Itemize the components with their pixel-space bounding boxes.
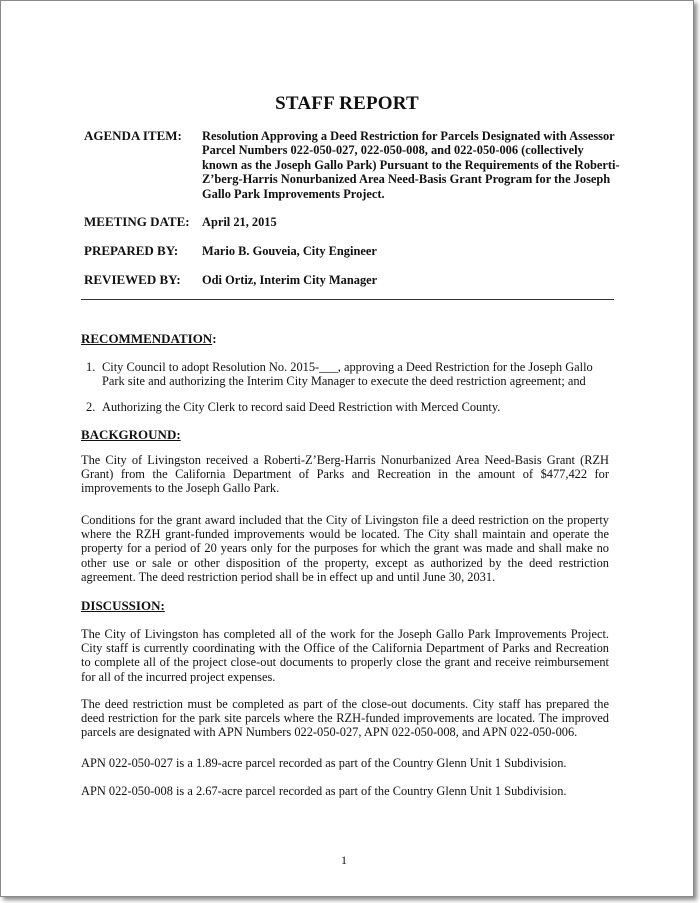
agenda-item-value: Resolution Approving a Deed Restriction for Parcels Designated with Assessor Parcel Numbers 022-050-027, 022-050-008, and 022-050-006 (collectively known as the Joseph Gallo Park) Pursuant to the Requirements of the Roberti-Z’berg-Harris Nonurbanized Area Need-Basis Grant Program for the Joseph Gallo Park Improvements Project. <box>202 129 620 201</box>
background-paragraph: Conditions for the grant award included that the City of Livingston file a deed restriction on the property where the RZH grant-funded improvements would be located. The City shall maintain and operate the property for a period of 20 years only for the purposes for which the grant was made and shall make no other use or sale or other disposition of the property, except as authorized by the deed restriction agreement. The deed restriction period shall be in effect up and until June 30, 2031. <box>81 513 609 584</box>
discussion-paragraph: The City of Livingston has completed all of the work for the Joseph Gallo Park Improvements Project. City staff is currently coordinating with the Office of the California Department of Parks and Recreation to complete all of the project close-out documents to properly close the grant and receive reimbursement for all of the incurred project expenses. <box>81 627 609 684</box>
page-title: STAFF REPORT <box>275 93 419 114</box>
recommendation-heading-text: RECOMMENDATION <box>81 331 213 346</box>
reviewed-by-label: REVIEWED BY: <box>84 272 181 287</box>
discussion-heading: DISCUSSION: <box>81 598 165 613</box>
recommendation-item-text: City Council to adopt Resolution No. 2015-___, approving a Deed Restriction for the Joseph Gallo Park site and authorizing the Interim City Manager to execute the deed restriction agreement; and <box>102 360 593 389</box>
prepared-by-value: Mario B. Gouveia, City Engineer <box>202 244 377 258</box>
recommendation-item-number: 2. <box>86 400 96 414</box>
header-divider <box>81 299 614 300</box>
recommendation-heading-colon: : <box>212 331 217 346</box>
recommendation-heading <box>81 331 217 347</box>
agenda-item-label: AGENDA ITEM: <box>84 128 182 143</box>
recommendation-item-text: Authorizing the City Clerk to record said Deed Restriction with Merced County. <box>102 400 501 414</box>
prepared-by-label: PREPARED BY: <box>84 243 179 258</box>
recommendation-item-number: 1. <box>86 360 96 374</box>
reviewed-by-value: Odi Ortiz, Interim City Manager <box>202 273 378 287</box>
discussion-paragraph: APN 022-050-027 is a 1.89-acre parcel recorded as part of the Country Glenn Unit 1 Subdivision. <box>81 756 567 770</box>
discussion-paragraph: APN 022-050-008 is a 2.67-acre parcel recorded as part of the Country Glenn Unit 1 Subdivision. <box>81 784 567 798</box>
meeting-date-value: April 21, 2015 <box>202 215 277 229</box>
background-paragraph: The City of Livingston received a Roberti-Z’Berg-Harris Nonurbanized Area Need-Basis Grant (RZH Grant) from the California Department of Parks and Recreation in the amount of $477,422 for improvements to the Joseph Gallo Park. <box>81 453 609 496</box>
meeting-date-label: MEETING DATE: <box>84 214 190 229</box>
background-heading: BACKGROUND: <box>81 427 181 442</box>
page-number: 1 <box>341 853 347 867</box>
discussion-paragraph: The deed restriction must be completed as part of the close-out documents. City staff has prepared the deed restriction for the park site parcels where the RZH-funded improvements are located. The improved parcels are designated with APN Numbers 022-050-027, APN 022-050-008, and APN 022-050-006. <box>81 697 609 740</box>
